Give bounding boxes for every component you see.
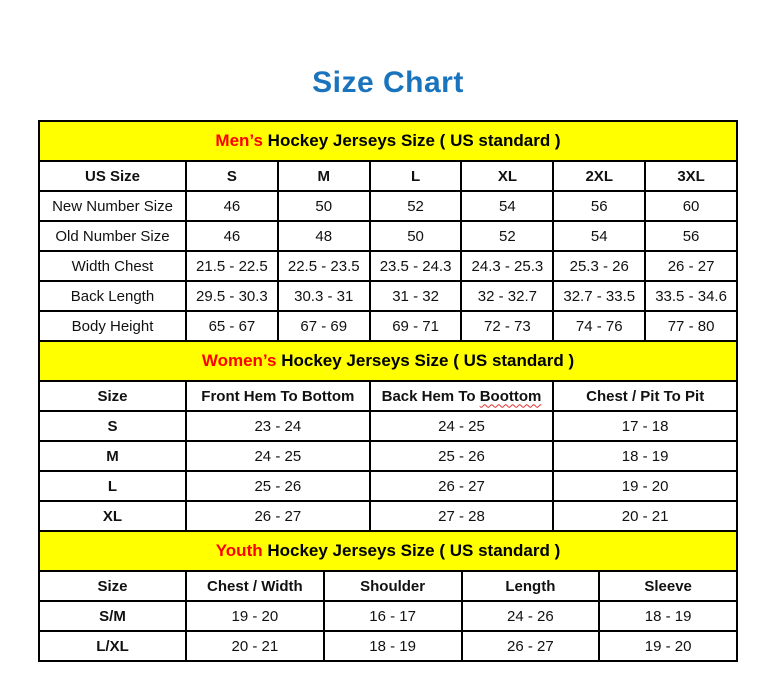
size-cell: 46 xyxy=(186,191,278,221)
size-cell: 24 - 25 xyxy=(186,441,370,471)
size-cell: 54 xyxy=(553,221,645,251)
womens-header-chest-pit: Chest / Pit To Pit xyxy=(553,381,737,411)
table-row xyxy=(39,501,737,531)
mens-header-s: S xyxy=(186,161,278,191)
table-row xyxy=(39,251,737,281)
womens-banner-row xyxy=(39,341,737,381)
size-cell: 25.3 - 26 xyxy=(553,251,645,281)
size-cell: 24 - 26 xyxy=(462,601,600,631)
table-row xyxy=(39,311,737,341)
size-cell: 77 - 80 xyxy=(645,311,737,341)
size-cell: 18 - 19 xyxy=(553,441,737,471)
row-label: S xyxy=(39,411,186,441)
size-cell: 48 xyxy=(278,221,370,251)
womens-header-back-hem xyxy=(370,381,554,411)
size-cell: 60 xyxy=(645,191,737,221)
mens-header-2xl: 2XL xyxy=(553,161,645,191)
youth-header-chest-width: Chest / Width xyxy=(186,571,324,601)
row-label: L/XL xyxy=(39,631,186,661)
mens-header-3xl: 3XL xyxy=(645,161,737,191)
size-cell: 17 - 18 xyxy=(553,411,737,441)
size-cell: 20 - 21 xyxy=(553,501,737,531)
size-cell: 33.5 - 34.6 xyxy=(645,281,737,311)
size-cell: 52 xyxy=(370,191,462,221)
size-cell: 25 - 26 xyxy=(370,441,554,471)
row-label: M xyxy=(39,441,186,471)
row-label: S/M xyxy=(39,601,186,631)
size-cell: 19 - 20 xyxy=(553,471,737,501)
mens-header-xl: XL xyxy=(461,161,553,191)
table-row xyxy=(39,411,737,441)
womens-header-front-hem: Front Hem To Bottom xyxy=(186,381,370,411)
womens-header-back-hem-misspelled-word: Boottom xyxy=(479,387,542,405)
row-label: New Number Size xyxy=(39,191,186,221)
table-row xyxy=(39,471,737,501)
size-cell: 26 - 27 xyxy=(186,501,370,531)
size-cell: 21.5 - 22.5 xyxy=(186,251,278,281)
size-cell: 46 xyxy=(186,221,278,251)
row-label: Width Chest xyxy=(39,251,186,281)
youth-banner-highlight: Youth xyxy=(215,541,263,560)
size-cell: 16 - 17 xyxy=(324,601,462,631)
mens-section-banner xyxy=(39,121,737,161)
youth-header-row xyxy=(39,571,737,601)
youth-section-banner xyxy=(39,531,737,571)
mens-header-us-size: US Size xyxy=(39,161,186,191)
table-row xyxy=(39,601,737,631)
size-cell: 24.3 - 25.3 xyxy=(461,251,553,281)
size-cell: 69 - 71 xyxy=(370,311,462,341)
table-row xyxy=(39,631,737,661)
womens-header-row xyxy=(39,381,737,411)
row-label: XL xyxy=(39,501,186,531)
youth-header-size: Size xyxy=(39,571,186,601)
size-cell: 50 xyxy=(278,191,370,221)
mens-banner-highlight: Men’s xyxy=(215,131,263,150)
womens-header-size: Size xyxy=(39,381,186,411)
size-cell: 56 xyxy=(553,191,645,221)
size-cell: 25 - 26 xyxy=(186,471,370,501)
youth-size-table xyxy=(38,530,738,662)
youth-header-shoulder: Shoulder xyxy=(324,571,462,601)
row-label: Back Length xyxy=(39,281,186,311)
mens-banner-text: Hockey Jerseys Size ( US standard ) xyxy=(262,131,561,150)
size-cell: 23 - 24 xyxy=(186,411,370,441)
mens-size-table xyxy=(38,120,738,342)
mens-header-l: L xyxy=(370,161,462,191)
size-cell: 20 - 21 xyxy=(186,631,324,661)
size-cell: 29.5 - 30.3 xyxy=(186,281,278,311)
womens-banner-text: Hockey Jerseys Size ( US standard ) xyxy=(276,351,575,370)
youth-header-sleeve: Sleeve xyxy=(599,571,737,601)
size-cell: 72 - 73 xyxy=(461,311,553,341)
size-cell: 19 - 20 xyxy=(186,601,324,631)
size-cell: 26 - 27 xyxy=(645,251,737,281)
size-cell: 32.7 - 33.5 xyxy=(553,281,645,311)
table-row xyxy=(39,281,737,311)
womens-size-table xyxy=(38,340,738,532)
size-cell: 52 xyxy=(461,221,553,251)
size-cell: 67 - 69 xyxy=(278,311,370,341)
size-cell: 22.5 - 23.5 xyxy=(278,251,370,281)
size-cell: 19 - 20 xyxy=(599,631,737,661)
row-label: L xyxy=(39,471,186,501)
youth-banner-row xyxy=(39,531,737,571)
table-row xyxy=(39,221,737,251)
size-cell: 23.5 - 24.3 xyxy=(370,251,462,281)
mens-header-row xyxy=(39,161,737,191)
size-cell: 26 - 27 xyxy=(370,471,554,501)
size-cell: 18 - 19 xyxy=(599,601,737,631)
size-cell: 65 - 67 xyxy=(186,311,278,341)
size-cell: 30.3 - 31 xyxy=(278,281,370,311)
womens-section-banner xyxy=(39,341,737,381)
youth-banner-text: Hockey Jerseys Size ( US standard ) xyxy=(262,541,561,560)
youth-header-length: Length xyxy=(462,571,600,601)
size-cell: 18 - 19 xyxy=(324,631,462,661)
size-cell: 54 xyxy=(461,191,553,221)
womens-banner-highlight: Women’s xyxy=(201,351,277,370)
womens-header-back-hem-prefix: Back Hem To xyxy=(381,387,480,405)
size-cell: 50 xyxy=(370,221,462,251)
size-cell: 56 xyxy=(645,221,737,251)
table-row xyxy=(39,191,737,221)
page-title: Size Chart xyxy=(312,66,464,99)
mens-header-m: M xyxy=(278,161,370,191)
size-cell: 74 - 76 xyxy=(553,311,645,341)
size-cell: 24 - 25 xyxy=(370,411,554,441)
size-chart xyxy=(38,120,738,662)
size-cell: 32 - 32.7 xyxy=(461,281,553,311)
size-cell: 31 - 32 xyxy=(370,281,462,311)
mens-banner-row xyxy=(39,121,737,161)
size-cell: 26 - 27 xyxy=(462,631,600,661)
table-row xyxy=(39,441,737,471)
row-label: Body Height xyxy=(39,311,186,341)
row-label: Old Number Size xyxy=(39,221,186,251)
size-cell: 27 - 28 xyxy=(370,501,554,531)
